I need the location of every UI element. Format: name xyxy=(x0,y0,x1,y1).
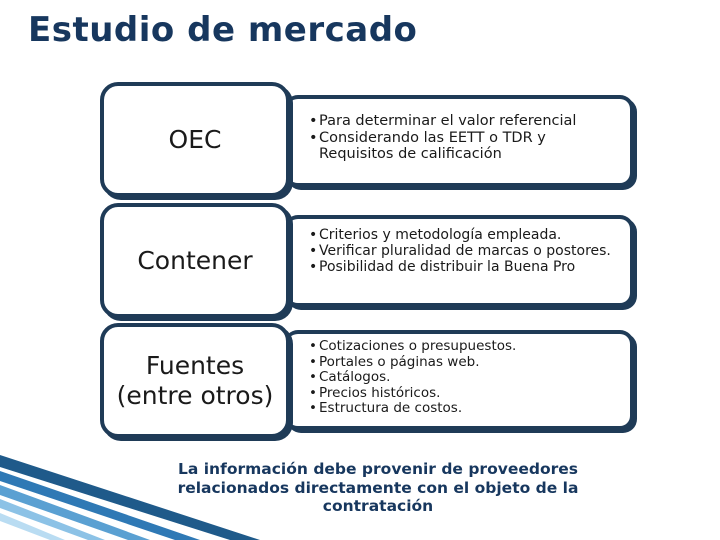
list-item: • Considerando las EETT o TDR y Requisitos de calificación xyxy=(309,130,620,163)
fuentes-label: Fuentes (entre otros) xyxy=(116,350,274,410)
list-item: • Portales o páginas web. xyxy=(309,355,620,371)
list-item: • Para determinar el valor referencial xyxy=(309,113,620,130)
list-item: • Precios históricos. xyxy=(309,386,620,402)
list-item: • Criterios y metodología empleada. xyxy=(309,227,620,243)
contener-label: Contener xyxy=(137,245,253,275)
list-item: • Estructura de costos. xyxy=(309,401,620,417)
list-item: • Posibilidad de distribuir la Buena Pro xyxy=(309,259,620,275)
slide-title: Estudio de mercado xyxy=(28,10,418,50)
fuentes-details-box xyxy=(284,330,634,430)
contener-details-box xyxy=(284,215,634,307)
fuentes-label-box xyxy=(100,323,290,438)
oec-label: OEC xyxy=(168,124,222,154)
footer-note: La información debe provenir de proveedores relacionados directamente con el objeto de la contratación xyxy=(177,460,579,516)
list-item: • Catálogos. xyxy=(309,370,620,386)
oec-label-box xyxy=(100,82,290,197)
list-item: • Cotizaciones o presupuestos. xyxy=(309,339,620,355)
list-item: • Verificar pluralidad de marcas o postores. xyxy=(309,243,620,259)
contener-label-box xyxy=(100,203,290,318)
oec-details-box xyxy=(284,95,634,187)
